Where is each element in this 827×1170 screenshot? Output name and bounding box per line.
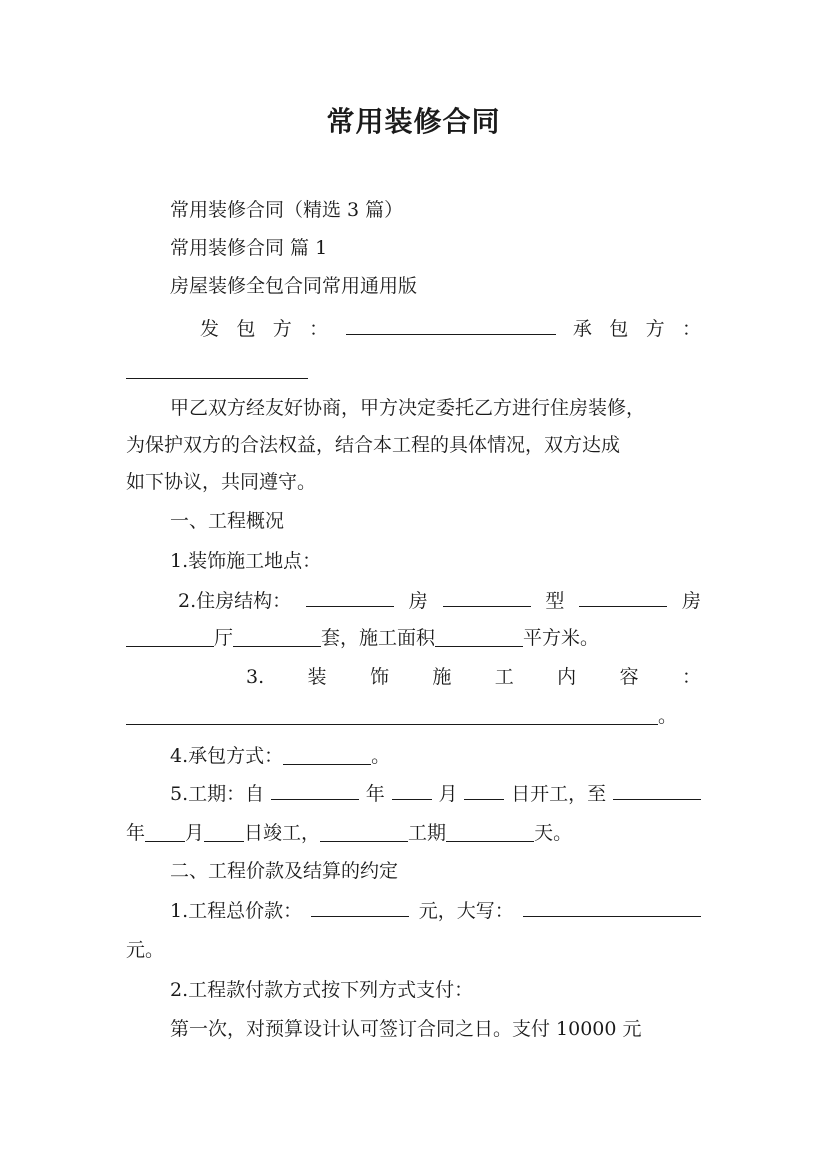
content-char: 施: [432, 666, 452, 688]
parties-line: [200, 311, 701, 347]
party-char: 包: [236, 318, 256, 340]
content-char: 3.: [246, 666, 265, 688]
content-end: 。: [658, 705, 678, 727]
content-char: ：: [681, 666, 701, 688]
party-char: 承: [572, 318, 592, 340]
period-text: 年: [365, 783, 385, 805]
end-month-blank[interactable]: [145, 821, 185, 842]
party-char: ：: [309, 318, 329, 340]
party-char: ：: [681, 318, 701, 340]
period-text: 5.工期：自: [170, 783, 265, 805]
content-char: 装: [307, 666, 327, 688]
suite-blank[interactable]: [233, 626, 321, 647]
item-method: [170, 738, 701, 774]
method-blank[interactable]: [283, 744, 371, 765]
period-text: 日开工，至: [511, 783, 607, 805]
price-text: 1.工程总价款：: [170, 900, 303, 922]
intro-line-1: 甲乙双方经友好协商，甲方决定委托乙方进行住房装修，: [170, 397, 646, 419]
item-payment-method: 2.工程款付款方式按下列方式支付：: [170, 979, 474, 1001]
period-text: 日竣工，: [244, 822, 321, 844]
period-text: 月: [438, 783, 458, 805]
item-content: [246, 659, 701, 695]
section-heading-price: 二、工程价款及结算的约定: [170, 860, 399, 882]
party-char: 发: [200, 318, 220, 340]
content-char: 容: [619, 666, 639, 688]
duration-blank-2[interactable]: [446, 821, 534, 842]
price-end: 元。: [126, 939, 165, 961]
item-period: [170, 776, 701, 812]
contract-name: 房屋装修全包合同常用通用版: [170, 275, 418, 297]
start-month-blank[interactable]: [392, 779, 432, 800]
intro-line-2: 为保护双方的合法权益，结合本工程的具体情况，双方达成: [126, 434, 621, 456]
price-words-blank[interactable]: [523, 896, 701, 917]
item-location: 1.装饰施工地点：: [170, 550, 322, 572]
party-char: 包: [609, 318, 629, 340]
method-label: 4.承包方式：: [170, 745, 284, 767]
item-period-cont: [126, 815, 701, 851]
type-blank[interactable]: [443, 586, 531, 607]
content-char: 内: [557, 666, 577, 688]
subtitle-selection: 常用装修合同（精选 3 篇）: [170, 199, 404, 221]
structure-text: 型: [545, 590, 565, 612]
contractor-line: [126, 352, 701, 388]
period-text: 天。: [534, 822, 573, 844]
document-title: 常用装修合同: [326, 105, 501, 138]
party-char: 方: [272, 318, 292, 340]
end-day-blank[interactable]: [204, 821, 244, 842]
item-content-cont: [126, 698, 701, 734]
end-year-blank[interactable]: [613, 779, 701, 800]
price-blank[interactable]: [311, 896, 409, 917]
period-text: 年: [126, 822, 146, 844]
hall-blank[interactable]: [126, 626, 214, 647]
rooms-blank[interactable]: [306, 586, 394, 607]
content-blank[interactable]: [126, 704, 658, 725]
area-blank[interactable]: [435, 626, 523, 647]
section-heading-overview: 一、工程概况: [170, 510, 285, 532]
subtitle-part: 常用装修合同 篇 1: [170, 237, 328, 259]
item-structure: [178, 583, 701, 619]
structure-text: 平方米。: [523, 627, 600, 649]
period-text: 工期: [408, 822, 447, 844]
party-char: 方: [645, 318, 665, 340]
period-text: 月: [185, 822, 205, 844]
item-structure-cont: [126, 620, 701, 656]
content-char: 工: [494, 666, 514, 688]
employer-blank[interactable]: [346, 314, 556, 335]
start-day-blank[interactable]: [464, 779, 504, 800]
duration-blank-1[interactable]: [320, 821, 408, 842]
intro-line-3: 如下协议，共同遵守。: [126, 471, 317, 493]
structure-text: 房: [408, 590, 428, 612]
item-total-price: [170, 893, 701, 929]
structure-text: 房: [681, 590, 701, 612]
structure-text: 套，施工面积: [321, 627, 436, 649]
method-end: 。: [371, 745, 391, 767]
structure-label: 2.住房结构：: [178, 590, 292, 612]
price-text: 元，大写：: [418, 900, 514, 922]
contractor-blank[interactable]: [126, 358, 308, 379]
structure-text: 厅: [214, 627, 234, 649]
room-blank[interactable]: [579, 586, 667, 607]
content-char: 饰: [369, 666, 389, 688]
start-year-blank[interactable]: [271, 779, 359, 800]
payment-first: 第一次，对预算设计认可签订合同之日。支付 10000 元: [170, 1018, 642, 1040]
